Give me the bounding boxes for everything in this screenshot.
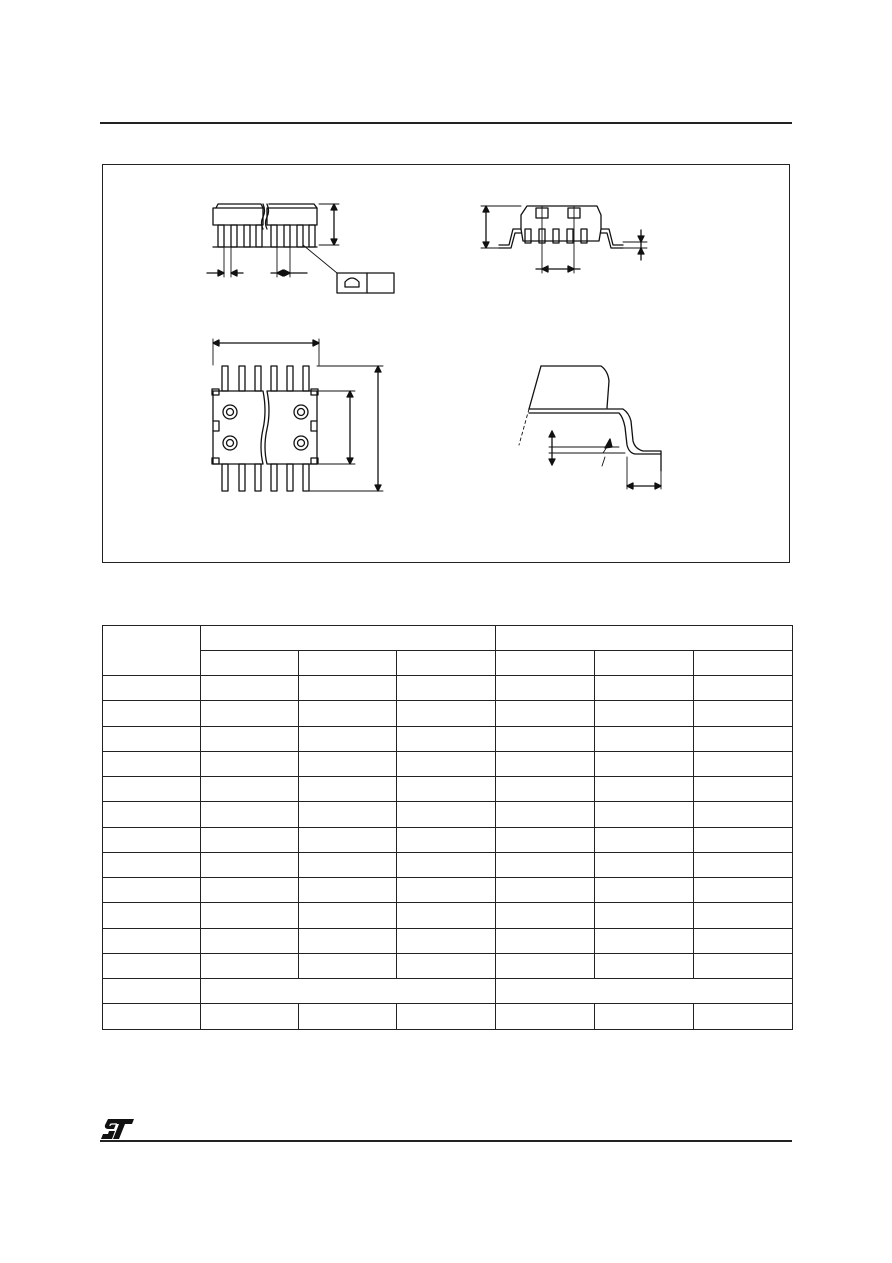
table-row [103,726,793,751]
table-cell [595,701,694,726]
table-cell [496,827,595,852]
front-view [207,204,394,293]
table-cell [694,676,793,701]
top-view [212,339,383,491]
table-cell [201,676,299,701]
table-cell [496,878,595,903]
table-cell [496,852,595,877]
table-cell [299,878,397,903]
column-header [299,651,397,676]
group-header-1 [201,626,496,651]
table-cell [694,878,793,903]
table-cell [397,726,496,751]
package-drawing-frame [102,164,790,563]
row-label [103,726,201,751]
column-header [201,651,299,676]
table-cell [496,903,595,928]
table-cell [496,1004,595,1029]
table-cell [299,701,397,726]
table-cell [694,751,793,776]
footer-rule [100,1140,792,1142]
table-cell [595,676,694,701]
table-cell [496,953,595,978]
row-label [103,777,201,802]
table-cell [496,751,595,776]
header-dim-cell [103,626,201,676]
table-row [103,1004,793,1029]
table-cell [201,852,299,877]
table-cell [595,852,694,877]
table-cell [496,726,595,751]
table-cell [397,928,496,953]
table-cell [595,953,694,978]
table-row [103,878,793,903]
table-cell [201,726,299,751]
table-cell [397,777,496,802]
table-cell [694,802,793,827]
table-cell [694,827,793,852]
package-outline-drawing [103,165,791,564]
table-cell [299,852,397,877]
row-label [103,1004,201,1029]
row-label [103,979,201,1004]
lead-detail [519,366,661,489]
table-cell [496,928,595,953]
table-cell [694,701,793,726]
table-cell [694,903,793,928]
table-row [103,777,793,802]
table-cell [299,827,397,852]
table-cell [201,751,299,776]
table-cell [694,852,793,877]
row-label [103,953,201,978]
header-rule [100,122,792,124]
row-label [103,878,201,903]
row-label [103,802,201,827]
table-cell [397,878,496,903]
row-label [103,676,201,701]
table-cell [496,777,595,802]
table-cell [694,928,793,953]
table-row [103,827,793,852]
table-cell [201,1004,299,1029]
row-label [103,701,201,726]
table-row [103,903,793,928]
table-cell [595,1004,694,1029]
table-header-row-2 [103,651,793,676]
table-cell [397,903,496,928]
table-cell [694,726,793,751]
table-row [103,701,793,726]
table-cell [299,726,397,751]
table-cell [299,953,397,978]
table-cell [299,751,397,776]
table-cell [397,852,496,877]
table-cell [397,676,496,701]
table-cell [201,928,299,953]
table-cell [201,953,299,978]
group-header-2 [496,626,793,651]
table-cell [694,1004,793,1029]
st-logo-icon [100,1118,136,1145]
table-cell [201,903,299,928]
dimensions-table [102,625,793,1030]
column-header [694,651,793,676]
table-cell [299,777,397,802]
table-cell [201,802,299,827]
merged-cell [496,979,793,1004]
table-row [103,852,793,877]
table-cell [397,751,496,776]
table-row [103,676,793,701]
row-label [103,751,201,776]
row-label [103,903,201,928]
table-cell [201,701,299,726]
table-cell [496,802,595,827]
table-cell [595,903,694,928]
table-cell [595,878,694,903]
table-cell [299,903,397,928]
table-row [103,802,793,827]
table-cell [595,928,694,953]
table-cell [595,726,694,751]
column-header [595,651,694,676]
row-label [103,852,201,877]
table-cell [595,827,694,852]
table-cell [595,802,694,827]
table-row [103,751,793,776]
table-cell [694,953,793,978]
table-body [103,676,793,1030]
table-row [103,928,793,953]
table-cell [299,1004,397,1029]
table-cell [496,701,595,726]
table-cell [694,777,793,802]
table-cell [201,777,299,802]
row-label [103,928,201,953]
column-header [496,651,595,676]
row-label [103,827,201,852]
table-row [103,953,793,978]
column-header [397,651,496,676]
side-view [481,206,647,273]
merged-cell [201,979,496,1004]
table-cell [595,777,694,802]
table-cell [397,827,496,852]
table-cell [299,802,397,827]
table-row [103,979,793,1004]
table-cell [496,676,595,701]
table-cell [299,928,397,953]
table-cell [595,751,694,776]
table-cell [397,953,496,978]
table-cell [201,827,299,852]
table-cell [397,1004,496,1029]
table-cell [299,676,397,701]
table-cell [397,802,496,827]
table-cell [397,701,496,726]
table-cell [201,878,299,903]
table-header-row-1 [103,626,793,651]
